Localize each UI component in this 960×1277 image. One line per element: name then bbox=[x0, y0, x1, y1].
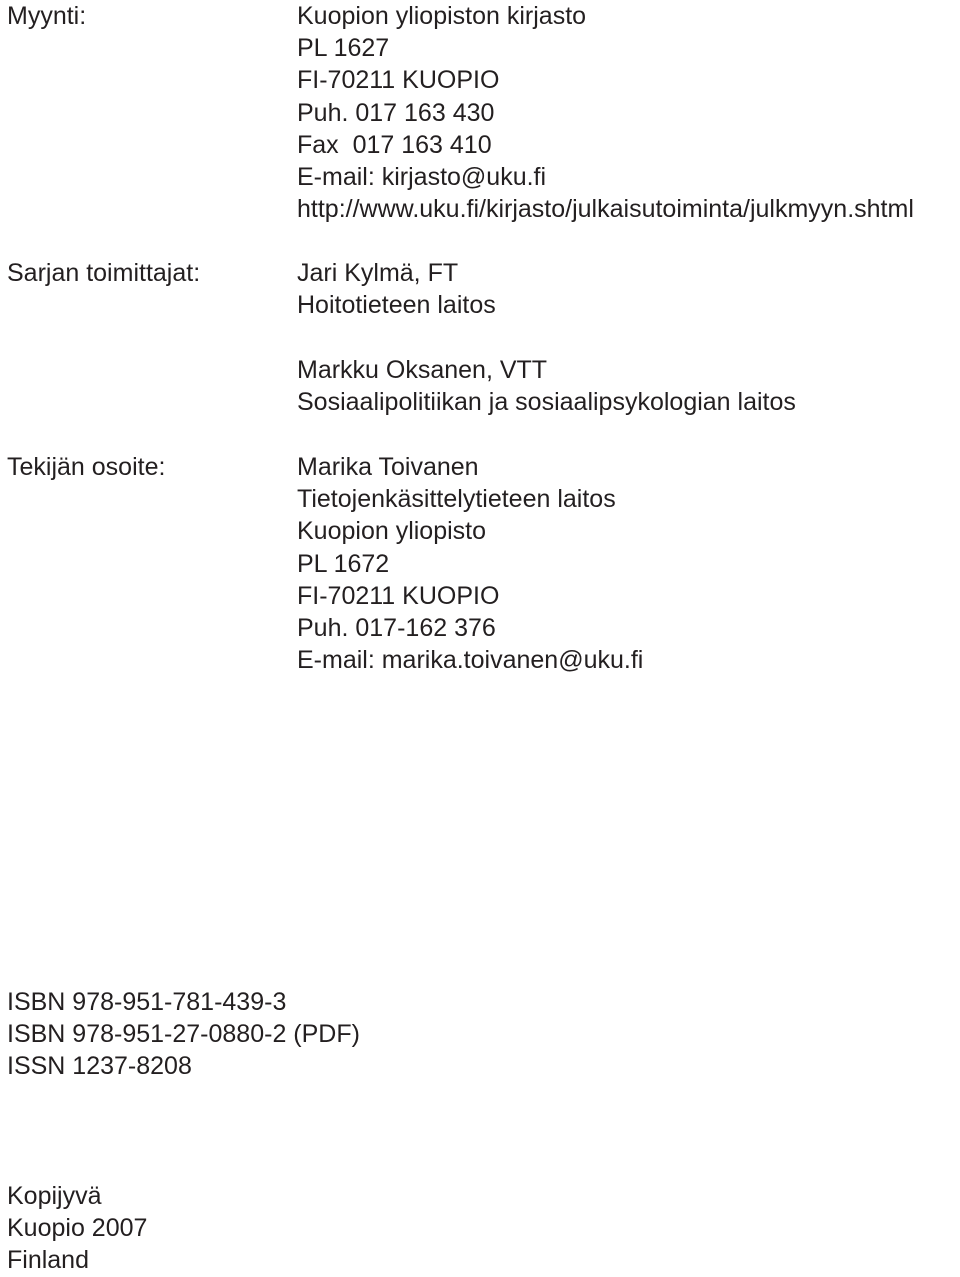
author-dept: Tietojenkäsittelytieteen laitos bbox=[297, 485, 616, 514]
sales-address bbox=[297, 0, 914, 225]
sales-url: http://www.uku.fi/kirjasto/julkaisutoiminta/julkmyyn.shtml bbox=[297, 195, 914, 224]
editor-2-dept: Sosiaalipolitiikan ja sosiaalipsykologian laitos bbox=[297, 388, 796, 417]
author-name: Marika Toivanen bbox=[297, 453, 479, 481]
isbn-print: ISBN 978-951-781-439-3 bbox=[7, 988, 287, 1016]
issn: ISSN 1237-8208 bbox=[7, 1052, 192, 1081]
sales-email: E-mail: kirjasto@uku.fi bbox=[297, 162, 547, 191]
editor-1 bbox=[297, 257, 496, 321]
sales-label: Myynti: bbox=[7, 2, 87, 30]
editor-2 bbox=[297, 354, 796, 418]
identifiers bbox=[7, 986, 360, 1083]
printer-city-year: Kuopio 2007 bbox=[7, 1214, 148, 1243]
author-label: Tekijän osoite: bbox=[7, 453, 166, 481]
editor-2-name: Markku Oksanen, VTT bbox=[297, 356, 548, 384]
author-city: FI-70211 KUOPIO bbox=[297, 581, 500, 610]
printer-name: Kopijyvä bbox=[7, 1182, 102, 1210]
sales-phone: Puh. 017 163 430 bbox=[297, 98, 495, 127]
editor-1-name: Jari Kylmä, FT bbox=[297, 259, 459, 287]
printer-country: Finland bbox=[7, 1246, 89, 1275]
editors-label: Sarjan toimittajat: bbox=[7, 259, 201, 287]
editor-1-dept: Hoitotieteen laitos bbox=[297, 291, 496, 320]
sales-line-1: Kuopion yliopiston kirjasto bbox=[297, 2, 587, 30]
printer-info bbox=[7, 1180, 147, 1277]
author-university: Kuopion yliopisto bbox=[297, 517, 487, 546]
sales-line-2: PL 1627 bbox=[297, 34, 390, 63]
author-address bbox=[297, 451, 643, 676]
author-email: E-mail: marika.toivanen@uku.fi bbox=[297, 646, 644, 675]
author-phone: Puh. 017-162 376 bbox=[297, 613, 496, 642]
sales-line-3: FI-70211 KUOPIO bbox=[297, 66, 500, 95]
isbn-pdf: ISBN 978-951-27-0880-2 (PDF) bbox=[7, 1020, 360, 1049]
sales-fax: Fax 017 163 410 bbox=[297, 130, 492, 159]
author-pobox: PL 1672 bbox=[297, 549, 390, 578]
